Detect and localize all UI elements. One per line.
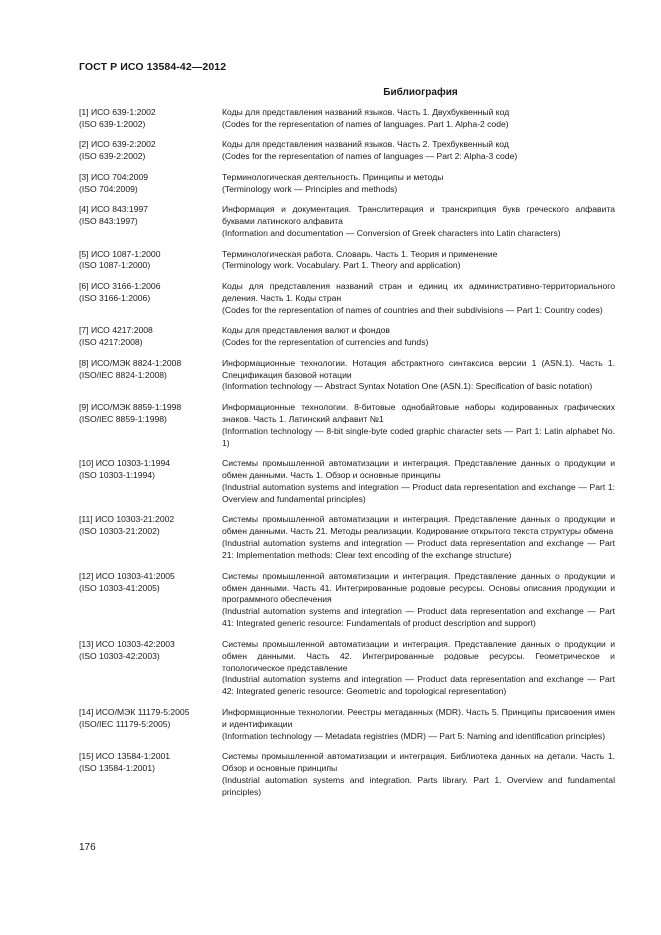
standard-id: [6] ИСО 3166-1:2006 bbox=[79, 280, 161, 291]
bibliography-entry bbox=[79, 571, 615, 631]
standard-id: [1] ИСО 639-1:2002 bbox=[79, 107, 156, 117]
standard-id: [8] ИСО/МЭК 8824-1:2008 bbox=[79, 357, 182, 368]
title-english: (Industrial automation systems and integration — Product data representation and exchange — Part 21: Implementation methods: Clear text encoding of the exchange structure) bbox=[222, 538, 615, 561]
entry-description bbox=[222, 107, 615, 131]
title-english: (Industrial automation systems and integration — Product data representation and exchange — Part 1: Overview and fundamental principles) bbox=[222, 482, 615, 504]
standard-id: [9] ИСО/МЭК 8859-1:1998 bbox=[79, 401, 182, 412]
title-russian: Системы промышленной автоматизации и интеграция. Представление данных о продукции и обмен данными. Часть 42. Интегрированные родовые ресурсы. Геометрическое и топологическое представление bbox=[222, 638, 615, 673]
standard-id: [15] ИСО 13584-1:2001 bbox=[79, 751, 171, 762]
bibliography-entry bbox=[79, 639, 615, 699]
bibliography-list bbox=[79, 107, 615, 807]
entry-reference bbox=[79, 281, 222, 317]
standard-id: [11] ИСО 10303-21:2002 bbox=[79, 514, 175, 525]
title-english: (Codes for the representation of currencies and funds) bbox=[222, 337, 429, 348]
standard-id: [12] ИСО 10303-41:2005 bbox=[79, 570, 175, 581]
entry-description bbox=[222, 172, 615, 196]
bibliography-entry bbox=[79, 707, 615, 743]
standard-id-international: (ISO/IEC 8824-1:2008) bbox=[79, 369, 167, 380]
entry-reference bbox=[79, 139, 222, 163]
entry-reference bbox=[79, 639, 222, 699]
entry-description bbox=[222, 249, 615, 273]
title-english: (Information technology — Metadata registries (MDR) — Part 5: Naming and identification principles) bbox=[222, 730, 606, 741]
title-russian: Системы промышленной автоматизации и интеграция. Представление данных о продукции и обмен данными. Часть 41. Интегрированные родовые ресурсы. Основы описания продукции и программного обеспечения bbox=[222, 570, 615, 605]
standard-id-international: (ISO/IEC 8859-1:1998) bbox=[79, 413, 167, 424]
bibliography-entry bbox=[79, 139, 615, 163]
standard-id-international: (ISO 4217:2008) bbox=[79, 337, 143, 348]
bibliography-entry bbox=[79, 249, 615, 273]
title-russian: Информационные технологии. Нотация абстрактного синтаксиса версии 1 (ASN.1). Часть 1. Спецификация базовой нотации bbox=[222, 357, 615, 380]
standard-id-international: (ISO/IEC 11179-5:2005) bbox=[79, 718, 171, 729]
entry-description bbox=[222, 325, 615, 349]
standard-id-international: (ISO 10303-1:1994) bbox=[79, 470, 155, 481]
title-english: (Codes for the representation of names of languages. Part 1. Alpha-2 code) bbox=[222, 118, 509, 129]
standard-id-international: (ISO 639-2:2002) bbox=[79, 151, 146, 162]
page-number: 176 bbox=[79, 842, 96, 853]
bibliography-entry bbox=[79, 751, 615, 799]
title-english: (Codes for the representation of names of languages — Part 2: Alpha-3 code) bbox=[222, 151, 518, 162]
entry-description bbox=[222, 751, 615, 799]
entry-description bbox=[222, 458, 615, 506]
bibliography-entry bbox=[79, 281, 615, 317]
entry-reference bbox=[79, 325, 222, 349]
title-russian: Информация и документация. Транслитерация и транскрипция букв греческого алфавита буквами латинского алфавита bbox=[222, 204, 615, 227]
title-english: (Information technology — Abstract Syntax Notation One (ASN.1): Specification of basic notation) bbox=[222, 381, 593, 392]
title-russian: Коды для представления названий языков. Часть 2. Трехбуквенный код bbox=[222, 139, 509, 150]
entry-reference bbox=[79, 249, 222, 273]
page-title: Библиография bbox=[383, 87, 458, 98]
bibliography-entry bbox=[79, 204, 615, 240]
entry-reference bbox=[79, 571, 222, 631]
bibliography-entry bbox=[79, 325, 615, 349]
standard-id: [5] ИСО 1087-1:2000 bbox=[79, 248, 161, 259]
entry-description bbox=[222, 707, 615, 743]
title-russian: Системы промышленной автоматизации и интеграция. Представление данных о продукции и обмен данными. Часть 21. Методы реализации. Кодирование открытого текста структуры обмена bbox=[222, 514, 615, 537]
standard-id-international: (ISO 3166-1:2006) bbox=[79, 292, 151, 303]
standard-id-international: (ISO 13584-1:2001) bbox=[79, 763, 155, 774]
standard-id: [4] ИСО 843:1997 bbox=[79, 204, 149, 215]
entry-description bbox=[222, 139, 615, 163]
title-russian: Коды для представления валют и фондов bbox=[222, 325, 390, 336]
bibliography-entry bbox=[79, 514, 615, 562]
title-russian: Информационные технологии. 8-битовые однобайтовые наборы кодированных графических знаков. Часть 1. Латинский алфавит №1 bbox=[222, 401, 615, 424]
standard-id-international: (ISO 10303-21:2002) bbox=[79, 526, 160, 537]
standard-id: [3] ИСО 704:2009 bbox=[79, 171, 149, 182]
entry-description bbox=[222, 514, 615, 562]
title-russian: Коды для представления названий стран и единиц их административно-территориального деления. Часть 1. Коды стран bbox=[222, 280, 615, 303]
standard-id-international: (ISO 10303-42:2003) bbox=[79, 650, 160, 661]
entry-reference bbox=[79, 707, 222, 743]
entry-reference bbox=[79, 458, 222, 506]
title-russian: Терминологическая работа. Словарь. Часть 1. Теория и применение bbox=[222, 248, 498, 259]
standard-id: [14] ИСО/МЭК 11179-5:2005 bbox=[79, 706, 190, 717]
entry-description bbox=[222, 402, 615, 450]
standard-id: [2] ИСО 639-2:2002 bbox=[79, 139, 156, 150]
title-russian: Коды для представления названий языков. Часть 1. Двухбуквенный код bbox=[222, 107, 510, 117]
entry-reference bbox=[79, 172, 222, 196]
title-english: (Industrial automation systems and integration. Parts library. Part 1. Overview and fundamental principles) bbox=[222, 775, 615, 797]
standard-id-international: (ISO 843:1997) bbox=[79, 216, 138, 227]
title-english: (Codes for the representation of names of countries and their subdivisions — Part 1: Country codes) bbox=[222, 304, 603, 315]
title-english: (Information technology — 8-bit single-byte coded graphic character sets — Part 1: Latin alphabet No. 1) bbox=[222, 425, 615, 448]
standard-id-international: (ISO 10303-41:2005) bbox=[79, 582, 160, 593]
bibliography-entry bbox=[79, 458, 615, 506]
bibliography-entry bbox=[79, 107, 615, 131]
bibliography-entry bbox=[79, 358, 615, 394]
bibliography-entry bbox=[79, 402, 615, 450]
title-russian: Системы промышленной автоматизации и интеграция. Библиотека данных на детали. Часть 1. Обзор и основные принципы bbox=[222, 751, 615, 774]
entry-reference bbox=[79, 402, 222, 450]
entry-description bbox=[222, 281, 615, 317]
title-russian: Информационные технологии. Реестры метаданных (MDR). Часть 5. Принципы присвоения имен и идентификации bbox=[222, 706, 615, 729]
standard-id-international: (ISO 639-1:2002) bbox=[79, 118, 146, 129]
entry-description bbox=[222, 358, 615, 394]
standard-id: [7] ИСО 4217:2008 bbox=[79, 325, 153, 336]
document-header: ГОСТ Р ИСО 13584-42—2012 bbox=[79, 61, 227, 73]
entry-description bbox=[222, 571, 615, 631]
standard-id-international: (ISO 704:2009) bbox=[79, 183, 138, 194]
title-english: (Terminology work — Principles and methods) bbox=[222, 183, 398, 194]
entry-reference bbox=[79, 751, 222, 799]
title-russian: Терминологическая деятельность. Принципы и методы bbox=[222, 171, 444, 182]
title-english: (Industrial automation systems and integration — Product data representation and exchange — Part 41: Integrated generic resource: Fundamentals of product description and support) bbox=[222, 606, 615, 629]
entry-reference bbox=[79, 204, 222, 240]
entry-reference bbox=[79, 514, 222, 562]
title-english: (Industrial automation systems and integration — Product data representation and exchange — Part 42: Integrated generic resource: Geometric and topological representation) bbox=[222, 674, 615, 697]
standard-id: [10] ИСО 10303-1:1994 bbox=[79, 458, 171, 469]
entry-description bbox=[222, 204, 615, 240]
standard-id-international: (ISO 1087-1:2000) bbox=[79, 260, 151, 271]
standard-id: [13] ИСО 10303-42:2003 bbox=[79, 638, 175, 649]
entry-reference bbox=[79, 107, 222, 131]
bibliography-entry bbox=[79, 172, 615, 196]
title-russian: Системы промышленной автоматизации и интеграция. Представление данных о продукции и обмен данными. Часть 1. Обзор и основные принципы bbox=[222, 458, 615, 481]
title-english: (Information and documentation — Conversion of Greek characters into Latin characters) bbox=[222, 228, 561, 239]
entry-description bbox=[222, 639, 615, 699]
entry-reference bbox=[79, 358, 222, 394]
title-english: (Terminology work. Vocabulary. Part 1. Theory and application) bbox=[222, 260, 461, 271]
